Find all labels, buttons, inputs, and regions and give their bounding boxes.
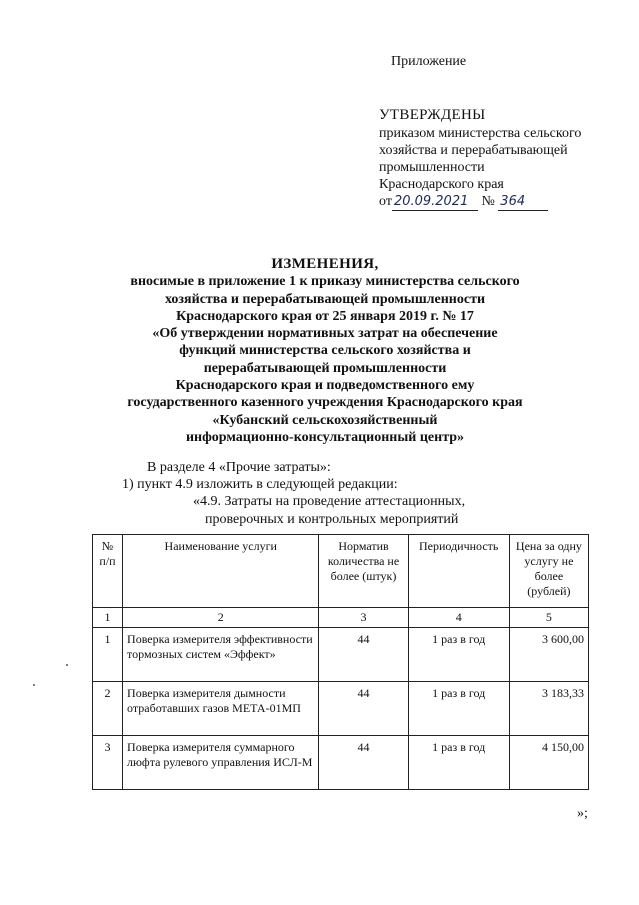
costs-table <box>92 534 589 790</box>
cell-number: 2 <box>93 682 123 736</box>
approved-line: хозяйства и перерабатывающей <box>379 143 568 158</box>
heading-line: Краснодарского края от 25 января 2019 г. № 17 <box>176 308 474 324</box>
cell-number: 1 <box>93 628 123 682</box>
appendix-label: Приложение <box>391 54 467 69</box>
cell-number: 3 <box>93 736 123 790</box>
header-quantity: Норматив количества не более (штук) <box>319 535 408 608</box>
heading-line: информационно-консультационный центр» <box>185 429 465 445</box>
column-number-row <box>93 608 589 628</box>
cell-service-name: Поверка измерителя дымности отработавших газов МЕТА-01МП <box>123 682 319 736</box>
column-number: 2 <box>123 608 319 628</box>
heading-line: перерабатывающей промышленности <box>203 360 447 376</box>
date-prefix: от <box>379 194 392 209</box>
header-service-name: Наименование услуги <box>123 535 319 608</box>
scan-speck <box>33 684 35 686</box>
approval-block <box>379 107 581 211</box>
scan-speck <box>66 664 68 666</box>
cell-periodicity: 1 раз в год <box>408 736 509 790</box>
cell-quantity: 44 <box>319 628 408 682</box>
table-row <box>93 682 589 736</box>
section-paragraph: В разделе 4 «Прочие затраты»: <box>147 460 331 475</box>
heading-line: «Об утверждении нормативных затрат на обеспечение <box>152 326 498 342</box>
cell-service-name: Поверка измерителя эффективности тормозных систем «Эффект» <box>123 628 319 682</box>
table-row <box>93 736 589 790</box>
column-number: 5 <box>509 608 588 628</box>
item-paragraph: 1) пункт 4.9 изложить в следующей редакции: <box>122 477 398 492</box>
table-row <box>93 628 589 682</box>
quote-line: «4.9. Затраты на проведение аттестационных, <box>193 494 466 509</box>
number-prefix: № <box>481 194 495 209</box>
heading-line: вносимые в приложение 1 к приказу министерства сельского <box>130 274 520 290</box>
cell-periodicity: 1 раз в год <box>408 628 509 682</box>
handwritten-number: 364 <box>498 194 548 211</box>
approved-title: УТВЕРЖДЕНЫ <box>379 107 486 123</box>
cell-price: 3 183,33 <box>509 682 588 736</box>
approved-line: приказом министерства сельского <box>379 126 582 141</box>
table-header-row <box>93 535 589 608</box>
heading-line: государственного казенного учреждения Краснодарского края <box>127 395 523 411</box>
heading-line: функций министерства сельского хозяйства и <box>179 343 471 359</box>
header-periodicity: Периодичность <box>408 535 509 608</box>
heading-line: Краснодарского края и подведомственного ему <box>175 378 475 394</box>
cell-price: 3 600,00 <box>509 628 588 682</box>
quote-line: проверочных и контрольных мероприятий <box>205 512 459 527</box>
approved-line: Краснодарского края <box>379 177 504 192</box>
column-number: 4 <box>408 608 509 628</box>
heading-title: ИЗМЕНЕНИЯ, <box>271 256 379 272</box>
cell-quantity: 44 <box>319 736 408 790</box>
heading-line: хозяйства и перерабатывающей промышленности <box>164 291 486 307</box>
approved-line: промышленности <box>379 160 485 175</box>
cell-price: 4 150,00 <box>509 736 588 790</box>
handwritten-date: 20.09.2021 <box>392 194 478 211</box>
closing-quote: »; <box>577 806 588 821</box>
column-number: 1 <box>93 608 123 628</box>
header-number: № п/п <box>93 535 123 608</box>
cell-quantity: 44 <box>319 682 408 736</box>
cell-periodicity: 1 раз в год <box>408 682 509 736</box>
cell-service-name: Поверка измерителя суммарного люфта рулевого управления ИСЛ-М <box>123 736 319 790</box>
heading-line: «Кубанский сельскохозяйственный <box>212 412 438 428</box>
header-price: Цена за одну услугу не более (рублей) <box>509 535 588 608</box>
order-date-line <box>379 193 581 211</box>
column-number: 3 <box>319 608 408 628</box>
changes-heading <box>60 256 590 446</box>
